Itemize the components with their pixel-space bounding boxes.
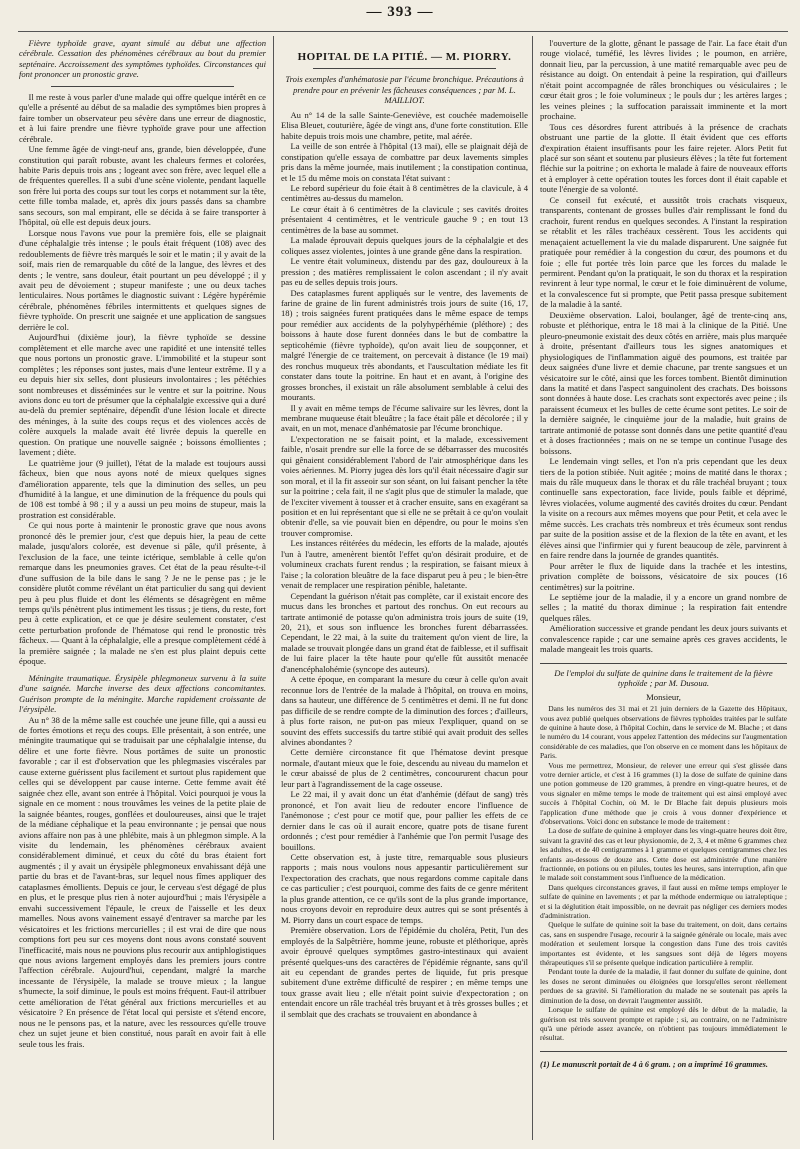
case-heading: Méningite traumatique. Érysipèle phlegmoneux survenu à la suite d'une saignée. Marche inverse des deux affections concomitantes. Guérison prompte de la méningite. Marche rapidement croissante de l'érysipèle. bbox=[19, 672, 266, 715]
paragraph: Amélioration successive et grande pendant les deux jours suivants et convalescence rapide ; car une semaine après ces graves accidents, le malade mangeait les trois quarts. bbox=[540, 623, 787, 655]
separator bbox=[313, 68, 496, 69]
footnote: (1) Le manuscrit portait de 4 à 6 gram. ; on a imprimé 16 grammes. bbox=[540, 1059, 768, 1069]
case-heading: Fièvre typhoïde grave, ayant simulé au début une affection cérébrale. Cessation des phénomènes cérébraux au bout du premier septénaire. Accroissement des symptômes typhoïdes. Circonstances qui font prononcer un pronostic grave. bbox=[19, 38, 266, 80]
paragraph: Ce conseil fut exécuté, et aussitôt trois crachats visqueux, transparents, contenant de grosses bulles d'air remplissant le fond du crachoir, furent rendus en quelques secondes. A l'instant la respiration se rétablit et les râles trachéaux cessèrent. Tous les accidents qui menaçaient actuellement la vie du malade disparurent. Une saignée fut pratiquée pour remédier à la congestion du cœur, des poumons et du foie ; elle fut portée très loin parce que les forces du malade le permirent. Pendant qu'on la pratiquait, le son du thorax et la respiration revinrent à leur type normal, le cœur et le foie diminuèrent de volume, et la convalescence fut si prompte, que Petit passa presque subitement de la maladie à la santé. bbox=[540, 194, 787, 310]
paragraph: Tous ces désordres furent attribués à la présence de crachats obstruant une partie de la glotte. Il était évident que ces efforts d'expiration étaient insuffisants pour les faire rejeter. Alors Petit fut placé sur son séant et soutenu par plusieurs élèves ; la tête fut fortement fléchie sur la poitrine ; on exhorta le malade à faire de nouveaux efforts et à employer à cette opération toutes les forces dont il était capable et toute l'énergie de sa volonté. bbox=[540, 121, 787, 195]
paragraph: Le septième jour de la maladie, il y a encore un grand nombre de selles ; la matité du thorax diminue ; la respiration fait entendre quelques râles. bbox=[540, 592, 787, 623]
paragraph: Cette dernière circonstance fit que l'hématose devint presque normale, d'autant mieux que le foie, descendu au niveau du mamelon et le cœur abaissé de plus de 2 centimètres, concoururent chacun pour leur part à l'agrandissement de la cage osseuse. bbox=[281, 747, 528, 789]
paragraph: Ce qui nous porte à maintenir le pronostic grave que nous avons prononcé dès le premier jour, c'est que depuis hier, la peau de cette malade, jusqu'alors colorée, est devenue si pâle, qu'il présente, à l'exclusion de la face, une teinte ictérique, semblable à celle qu'on remarque dans les pneumonies graves. Cet état de la peau résulte-t-il d'une suffusion de la bile dans le sang ? Je ne le pense pas ; je le considère plutôt comme révélant un état particulier du sang qui devient peu à peu plus fluide et dont les éléments se désagrègent en même temps qu'ils pénètrent plus intimement les tissus ; je tiens, du reste, fort peu à cette explication, et ce que je désire seulement constater, c'est cette perturbation profonde de l'hématose qui rend le pronostic très fâcheux. — Quant à la céphalalgie, elle a presque complètement cédé à la première saignée ; la malade ne s'en est plus plaint depuis cette époque. bbox=[19, 520, 266, 667]
paragraph: Des cataplasmes furent appliqués sur le ventre, des lavements de farine de graine de lin furent administrés trois jours de suite (16, 17, 18) ; trois saignées furent pratiquées dans le même espace de temps pour remédier aux accidents de la polyhypérhémie (pléthore) ; des boissons à haute dose furent données dans le but de combattre la septicohémie (fièvre typhoïde), qu'on avait lieu de soupçonner, et malgré l'énergie de ce traitement, on percevait à distance (le 19 mai) des ronchus muqueux très abondants, et l'auscultation médiate les fit constater dans toute la poitrine. En haut et en avant, à l'origine des grosses bronches, il existait un râle absolument semblable à celui des mourants. bbox=[281, 287, 528, 403]
paragraph: Le 22 mai, il y avait donc un état d'anhémie (défaut de sang) très prononcé, et l'on avait lieu de redouter encore l'influence de l'anémonose ; c'est pour ce motif que, pour pallier les effets de ce dernier dans le cas où il aurait encore, quatre pots de tisane furent ordonnés ; c'est pour remédier à l'anhémie que l'on permit l'usage des bouillons. bbox=[281, 789, 528, 852]
paragraph: Cette observation est, à juste titre, remarquable sous plusieurs rapports ; mais nous voulons nous appesantir particulièrement sur l'expectoration des crachats, que nous regardons comme capitale dans ce cas particulier ; c'est pourquoi, comme des faits de ce genre méritent la plus grande attention, ce ce qu'ils sont de la plus grande importance, nous croyons devoir en reproduire deux autres qui se sont présentés à M. Piorry dans un court espace de temps. bbox=[281, 851, 528, 925]
column-left bbox=[19, 38, 266, 1136]
paragraph: Une femme âgée de vingt-neuf ans, grande, bien développée, d'une constitution qui paraît robuste, avant les chaleurs fermes et colorées, habite Paris depuis trois ans ; logeant avec son frère, avec lequel elle a de fréquentes querelles. Il a subi d'une scène violente, pendant laquelle son frère lui porta des coups sur tout les corps et notamment sur la tête, cette fille tomba malade, et, après dix jours passés dans sa chambre sans secours, son mal empirant, elle se décida à se faire transporter à l'hôpital, où elle est depuis deux jours. bbox=[19, 144, 266, 228]
paragraph: Cependant la guérison n'était pas complète, car il existait encore des mucus dans les bronches et partout des ronchus. On eut recours au tartrate antimonié de potasse qu'on administra trois jours de suite (19, 20, 21), et sous son influence les bronches furent débarrassées. Cependant, le 22 mai, à la suite du traitement qu'on vient de lire, la malade se trouvait plongée dans un grand état de faiblesse, et il suffisait de lui faire placer la tête haute pour qu'elle fût aussitôt menacée d'anencéphalohémie (syncope des auteurs). bbox=[281, 590, 528, 674]
letter-paragraph: Dans quelques circonstances graves, il faut aussi en même temps employer le sulfate de quinine en lavements ; et par la méthode endermique ou iatraleptique ; et si la déglutition était impossible, on ne devrait pas négliger ces derniers modes d'administration. bbox=[540, 882, 787, 921]
paragraph: Première observation. Lors de l'épidémie du choléra, Petit, l'un des employés de la Salpêtrière, homme jeune, robuste et pléthorique, après avoir éprouvé quelques symptômes gastro-intestinaux qui avaient présenté quelques-uns des caractères de l'épidémie régnante, sans qu'il ait eu cependant de grandes pertes de liquide, fut pris presque subitement d'une extrême difficulté de respirer ; en même temps une toux grasse avait lieu ; elle n'était point suivie d'expectoration ; on entendait encore un râle trachéal très bruyant et à très grosses bulles ; et il semblait que des crachats se trouvaient en abondance à bbox=[281, 925, 528, 1019]
column-right bbox=[540, 38, 787, 1136]
letter-paragraph: Dans les numéros des 31 mai et 21 juin derniers de la Gazette des Hôpitaux, vous avez publié quelques observations de fièvres typhoïdes traitées par le sulfate de quinine à haute dose, à l'hôpital Cochin, dans le service de M. Blache ; et dans le numéro du 14 courant, vous appelez l'attention des médecins sur l'augmentation considérable de ces maladies, que l'on observe en ce moment dans les hôpitaux de Paris. bbox=[540, 704, 787, 761]
header-rule bbox=[18, 31, 788, 32]
paragraph: Au n° 38 de la même salle est couchée une jeune fille, qui a aussi eu de fortes émotions et reçu des coups. Elle présentait, à son entrée, une méningite traumatique qui se traduisait par une céphalalgie intense, du délire et une forte fièvre. Nous portâmes de suite un pronostic favorable ; car il est d'observation que les phlegmasies viscérales par cause externe guérissent plus facilement et surtout plus rapidement que celles qui se développent par cause interne. Cette femme avait été saignée chez elle, avant son entrée à l'hôpital. Voici pourquoi je vous la signale en ce moment : nous trouvâmes les veines de la petite plaie de la saignée béantes, rouges, gonflées et douloureuses, ainsi que le trajet de la médiane céphalique et la peau environnante ; je pensai que nous avions affaire non pas à une phlébite, mais à un phlegmon simple. A la visite du lendemain, les phénomènes cérébraux avaient considérablement diminué, et ceux du côté du bras étaient fort augmentés ; il y avait un érysipèle phlegmoneux envahissant déjà une partie du bras et de l'avant-bras, sur lequel nous fîmes appliquer des cataplasmes émollients. Depuis ce jour, le cerveau s'est dégagé de plus en plus, et le presque plus rien à noter aujourd'hui ; mais l'érysipèle a envahi successivement l'épaule, le creux de l'aisselle et les deux mamelles. Nous avons vainement essayé d'entraver sa marche par les vésicatoires et les frictions mercurielles ; il est vrai de dire que nous comptions fort peu sur ces moyens dont nous avons constaté souvent l'inefficacité, mais nous ne pouvions plus recourir aux antiphlogistiques que nous avions largement employés dans les premiers jours contre l'affection cérébrale. Aujourd'hui, cependant, malgré la marche incessante de l'érysipèle, la malade se trouve mieux ; la langue s'humecte, la soif diminue, le pouls est moins fréquent. Faut-il attribuer cette amélioration de l'état général aux frictions mercurielles et au vésicatoire ? En présence de l'état local qui persiste et s'étend encore, nous ne le pensons pas, et la nature, avec les ressources qu'elle trouve chez un sujet jeune et bien constitué, nous paraît en avoir fait à elle seule tous les frais. bbox=[19, 714, 266, 1049]
paragraph: l'ouverture de la glotte, gênant le passage de l'air. La face était d'un rouge violacé, tuméfié, les lèvres livides ; le poumon, en arrière, donnait lieu, par la percussion, à une matité remarquable avec peu de résistance au doigt. On entendait à peine la respiration, qui d'ailleurs n'était point accompagnée de râles bronchiques ou vésiculaires ; le cœur était gros ; le foie volumineux ; le pouls dur ; les artères larges ; les veines pleines ; la suffocation paraissait imminente et la mort prochaine. bbox=[540, 38, 787, 122]
separator bbox=[51, 86, 234, 87]
article-subtitle: Trois exemples d'anhématosie par l'écume bronchique. Précautions à prendre pour en prévenir les fâcheuses conséquences ; par M. L. MAILLIOT. bbox=[285, 74, 524, 106]
paragraph: La malade éprouvait depuis quelques jours de la céphalalgie et des coliques assez violentes, jointes à une grande gêne dans la respiration. bbox=[281, 235, 528, 256]
section-title: HOPITAL DE LA PITIÉ. — M. PIORRY. bbox=[297, 51, 512, 63]
paragraph: A cette époque, en comparant la mesure du cœur à celle qu'on avait reconnue lors de l'entrée de la malade à l'hôpital, on trouva en moins, dans sa hauteur, une différence de 5 centimètres et demi. Il ne fut donc pas difficile de se rendre compte de la diminution des forces ; d'ailleurs, à plus forte raison, ne put-on pas mieux l'expliquer, quand on se souvint des effets successifs du tartre stibié qui avait produit des selles alvines abondantes ? bbox=[281, 674, 528, 747]
separator bbox=[540, 663, 787, 664]
letter-title: De l'emploi du sulfate de quinine dans le traitement de la fièvre typhoïde ; par M. Dusoua. bbox=[554, 667, 773, 689]
footnote-rule bbox=[540, 1051, 787, 1052]
paragraph: La veille de son entrée à l'hôpital (13 mai), elle se plaignait déjà de constipation qu'elle essaya de combattre par deux lavements simples pris dans la même journée, mais inutilement ; la constipation continua, et le 15 du même mois on constata l'état suivant : bbox=[281, 141, 528, 183]
paragraph: Lorsque nous l'avons vue pour la première fois, elle se plaignait d'une céphalalgie très intense ; le pouls était fréquent (108) avec des redoublements de fièvre très marqués le soir et le matin ; il y avait de la soif, mais rien de remarquable du côté de la langue, des lèvres et des dents ; le ventre, sans douleur, était pourtant un peu développé ; il y avait peu de dévoiement ; stupeur manifeste ; une ou deux taches lenticulaires. Nous portâmes le diagnostic suivant : Légère hypérémie cérébrale, phénomènes fébriles intermittents et quelques signes de fièvre typhoïde. On prescrit une saignée et une application de sangsues derrière le col. bbox=[19, 227, 266, 332]
column-middle bbox=[281, 38, 528, 1136]
column-divider bbox=[273, 36, 274, 1140]
paragraph: Le ventre était volumineux, distendu par des gaz, douloureux à la pression ; des matières remplissaient le colon ascendant ; il n'y avait pas eu de selles depuis trois jours. bbox=[281, 256, 528, 288]
letter-paragraph: La dose de sulfate de quinine à employer dans les vingt-quatre heures doit être, suivant la gravité des cas et leur physionomie, de 2, 3, 4 et même 6 grammes chez les adultes, et de 40 centigrammes à 1 gramme et quelques centigrammes chez les enfants au-dessous de douze ans. Cette dose est administrée d'une manière fractionnée, en potions ou en pilules, toutes les heures, sans interruption, afin que le malade soit constamment sous l'influence de la médication. bbox=[540, 826, 787, 883]
paragraph: Les instances réitérées du médecin, les efforts de la malade, ajoutés l'un à l'autre, amenèrent bientôt l'effet qu'on désirait produire, et de volumineux crachats furent rendus ; la respiration, se faisant mieux à l'aise ; la coloration bleuâtre de la face disparut peu à peu ; le bien-être venait de remplacer une respiration pénible, haletante. bbox=[281, 538, 528, 591]
paragraph: Il y avait en même temps de l'écume salivaire sur les lèvres, dont la membrane muqueuse était bleuâtre ; la face était pâle et décolorée ; il y avait, en un mot, menace d'anhématosie par l'écume bronchique. bbox=[281, 402, 528, 434]
letter-paragraph: Lorsque le sulfate de quinine est employé dès le début de la maladie, la guérison est très souvent prompte et rapide ; si, au contraire, on ne l'administre qu'à une période assez avancée, on n'obtient pas toujours immédiatement le résultat. bbox=[540, 1005, 787, 1043]
column-divider bbox=[532, 36, 533, 1140]
paragraph: Le cœur était à 6 centimètres de la clavicule ; ses cavités droites présentaient 4 centimètres, et le ventricule gauche 9 ; en tout 13 centimètres de la base au sommet. bbox=[281, 203, 528, 235]
paragraph: Pour arrêter le flux de liquide dans la trachée et les intestins, privation complète de boissons, vésicatoire de six pouces (16 centimètres) sur la poitrine. bbox=[540, 560, 787, 592]
paragraph: L'expectoration ne se faisait point, et la malade, excessivement faible, n'osait prendre sur elle la force de se débarrasser des mucosités qui gênaient considérablement l'abord de l'air atmosphérique dans les voies aériennes. M. Piorry jugea dès lors qu'il était nécessaire d'agir sur son moral, et il la fit asseoir sur son séant, on lui faisant pencher la tête sur la poitrine ; cela fait, il ne s'agit plus que de stimuler la malade, que de l'exciter vivement à tousser et à cracher ensuite, sans en exagérant sa position et en lui représentant que si elle ne se prêtait à ce qu'on voulait obtenir d'elle, sa vie pouvait bien en dépendre, ou pour le moins s'en trouver compromise. bbox=[281, 433, 528, 538]
paragraph: Le rebord supérieur du foie était à 8 centimètres de la clavicule, à 4 centimètres au-dessus du mamelon. bbox=[281, 182, 528, 204]
paragraph: Le lendemain vingt selles, et l'on n'a pris cependant que les deux tiers de la potion stibiée. Nuit agitée ; moins de matité dans le thorax ; mais du râle muqueux dans le thorax et du râle trachéal bruyant ; toux continuelle sans expectoration, face livide, pouls faible et déprimé, lèvres violacées, volume augmenté des cavités droites du cœur. Pendant la visite on a recours aux mêmes moyens que pour Petit, et cela avec le même succès. Les crachats très nombreux et très écumeux sont rendus par suite de la position assise et de la flexion de la tête en avant, et les élèves ainsi que l'infirmier qui y furent beaucoup de zèle, parvinrent à en faire rendre dans la journée de grandes quantités. bbox=[540, 456, 787, 561]
letter-paragraph: Pendant toute la durée de la maladie, il faut donner du sulfate de quinine, dont les doses ne seront diminuées ou éloignées que lorsqu'elles seront réellement perdues de sa gravité. Si l'amélioration du malade ne se soutenait pas après la diminution de la dose, on devrait l'augmenter aussitôt. bbox=[540, 967, 787, 1005]
letter-paragraph: Vous me permettrez, Monsieur, de relever une erreur qui s'est glissée dans votre dernier article, et c'est à 16 grammes (1) la dose de sulfate de quinine dans une potion gommeuse de 120 grammes, à prendre en vingt-quatre heures, et de vous signaler en même temps le mode de traitement qui est ainsi employé avec succès à l'hôpital Cochin, où M. le Dr Blache fait depuis plusieurs mois l'application d'une méthode que je crois à vous donner d'expérience et d'observations. Voici donc en substance le mode de traitement : bbox=[540, 760, 787, 826]
page-number: — 393 — bbox=[366, 4, 434, 20]
letter-paragraph: Quelque le sulfate de quinine soit la base du traitement, on doit, dans certains cas, sans en suspendre l'usage, recourir à la saignée générale ou locale, mais avec modération et seulement lorsque la congestion dans l'une des trois cavités importantes est évidente, et les sangsues sont déjà de légers moyens thérapeutiques s'il se présente quelque indication particulière à remplir. bbox=[540, 920, 787, 968]
paragraph: Aujourd'hui (dixième jour), la fièvre typhoïde se dessine complètement et elle marche avec une rapidité et une intensité telles que nous portons un pronostic grave. L'immobilité et la stupeur sont complètes ; les réponses sont justes, mais d'une lenteur extrême. Il y a eu depuis hier six selles, dont plusieurs involontaires ; les pétéchies sont nombreuses et disséminées sur le ventre et sur la poitrine. Nous avions donc eu tort de présumer que la céphalalgie excessive qui a duré au-delà du premier septénaire, dépendît d'une lésion locale et directe des méninges, à la suite des coups reçus et des violences accès de colère auxquels la malade avait été livrée depuis la querelle en question. On pratique une nouvelle saignée ; boissons émollientes ; lavement ; diète. bbox=[19, 332, 266, 458]
paragraph: Le quatrième jour (9 juillet), l'état de la malade est toujours aussi fâcheux, bien que nous ayons noté de mieux quelques signes d'amélioration apparente, tels que la diminution des selles, un peu d'humidité à la langue, et une diminution de la fréquence du pouls qui de 108 est tombé à 98 ; il y a aussi un peu moins de stupeur, mais la prostration est considérable. bbox=[19, 457, 266, 520]
paragraph: Au n° 14 de la salle Sainte-Geneviève, est couchée mademoiselle Elisa Bleuet, couturière, âgée de vingt ans, d'une forte constitution. Elle habite depuis trois mois une chambre, petite, mal aérée. bbox=[281, 109, 528, 141]
paragraph: Il me reste à vous parler d'une malade qui offre quelque intérêt en ce qu'elle a présenté au début de sa maladie des symptômes bien propres à faire tomber un observateur peu sévère dans une erreur de diagnostic, et à lui faire prendre une fièvre typhoïde grave pour une affection cérébrale. bbox=[19, 91, 266, 144]
letter-salutation: Monsieur, bbox=[646, 691, 681, 702]
paragraph: Deuxième observation. Laloi, boulanger, âgé de trente-cinq ans, robuste et pléthorique, entra le 18 mai à la clinique de la Pitié. Une pleuro-pneumonie existait des deux côtés en arrière, mais plus marquée à droite, présentant d'ailleurs tous les signes anatomiques et physiologiques de l'inflammation aiguë des poumons, est traitée par deux saignées d'une livre et demie chacune, par trente sangsues et un vésicatoire sur le côté, ainsi que les forces tombent. Bientôt diminution dans la matité et dans l'aspect sanguinolent des crachats. Des boissons sont données à haute dose. Les crachats sont expectorés avec peine ; ils paraissent écumeux et les bulles de cette écume sont petites. Le soir de la dernière saignée, le cinquième jour de la maladie, huit grains de tartrate antimonié de potasse sont donnés dans une petite quantité d'eau et à doses fractionnées ; mais on ne se tempe un continue l'usage des boissons. bbox=[540, 309, 787, 456]
